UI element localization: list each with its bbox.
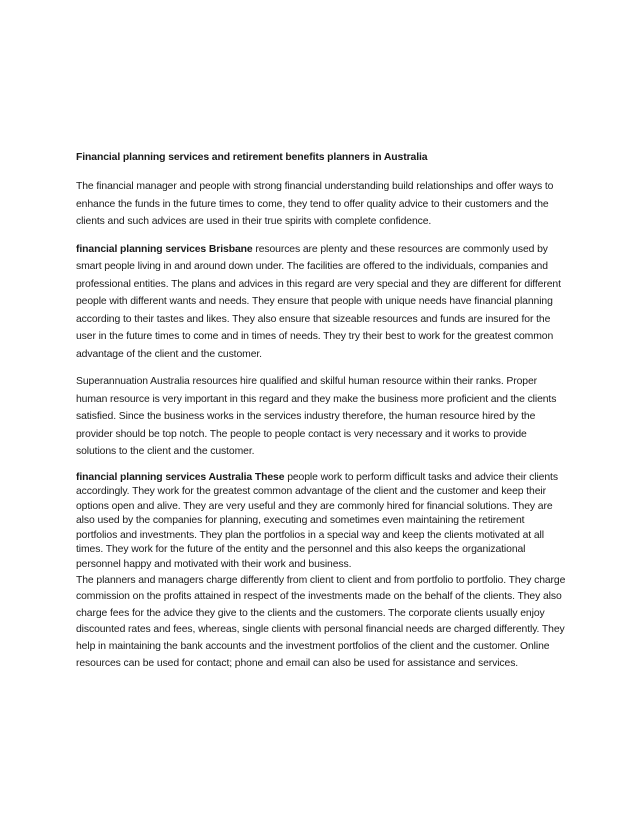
paragraph-1 <box>76 178 566 231</box>
paragraph-4-lead: financial planning services Australia These <box>76 471 285 483</box>
paragraph-2-lead: financial planning services Brisbane <box>76 243 253 255</box>
document-page <box>76 150 566 682</box>
paragraph-1-text: The financial manager and people with strong financial understanding build relationships and offer ways to enhance the funds in the future times to come, they tend to offer quality advice to their customers and the clients and such advices are used in their true spirits with complete confidence. <box>76 181 554 227</box>
document-title: Financial planning services and retirement benefits planners in Australia <box>76 152 428 163</box>
paragraph-3 <box>76 373 566 461</box>
paragraph-2-text: resources are plenty and these resources are commonly used by smart people living in and around down under. The facilities are offered to the individuals, companies and professional entities. The plans and advices in this regard are very special and they are different for different people with different wants and needs. They ensure that people with unique needs have financial planning according to their tastes and likes. They also ensure that sizeable resources and funds are insured for the user in the future times to come and in times of needs. They try their best to work for the greatest common advantage of the client and the customer. <box>76 243 561 360</box>
paragraph-4-text: people work to perform difficult tasks and advice their clients accordingly. They work for the greatest common advantage of the client and the customer and keep their options open and alive. They are very useful and they are commonly hired for financial solutions. They are also used by the companies for planning, executing and sometimes even maintaining the retirement portfolios and investments. They plan the portfolios in a special way and keep the clients motivated at all times. They work for the future of the entity and the personnel and this also keeps the organizational personnel happy and motivated with their work and business. <box>76 471 558 571</box>
paragraph-5-text: The planners and managers charge differently from client to client and from portfolio to portfolio. They charge commission on the profits attained in respect of the investments made on the behalf of the clients. They also charge fees for the advice they give to the clients and the customers. The corporate clients usually enjoy discounted rates and fees, whereas, single clients with personal financial needs are charged differently. They help in maintaining the bank accounts and the investment portfolios of the client and the customer. Online resources can be used for contact; phone and email can also be used for assistance and services. <box>76 574 566 669</box>
paragraph-2 <box>76 241 566 364</box>
paragraph-3-text: Superannuation Australia resources hire qualified and skilful human resource within their ranks. Proper human resource is very important in this regard and they make the business more proficient and the clients satisfied. Since the business works in the services industry therefore, the human resource hired by the provider should be top notch. The people to people contact is very necessary and it works to provide solutions to the client and the customer. <box>76 376 557 457</box>
paragraph-4 <box>76 471 566 573</box>
paragraph-5 <box>76 573 566 673</box>
